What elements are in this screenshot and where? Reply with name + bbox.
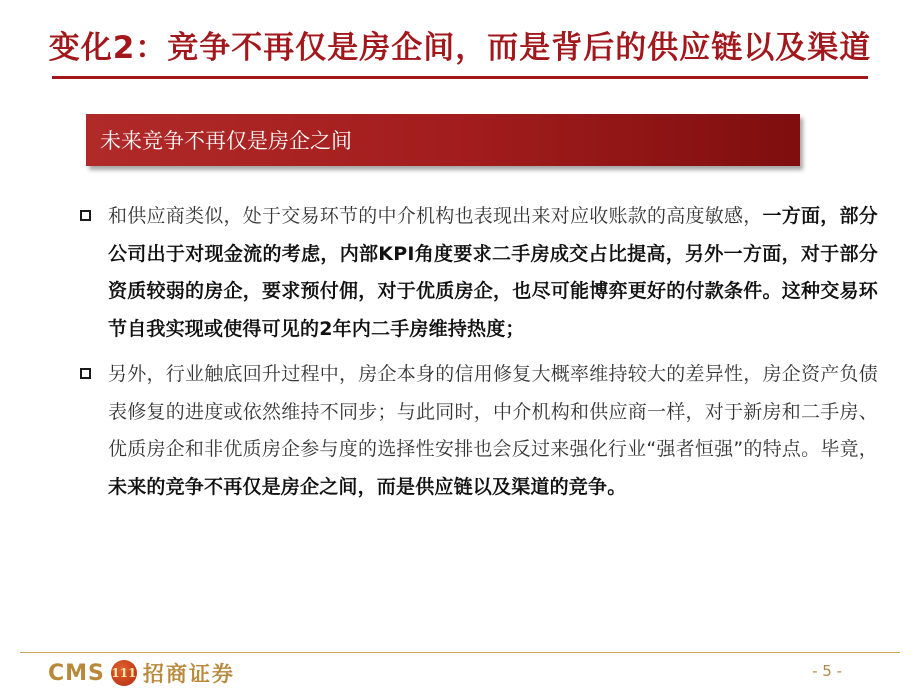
bullet-text-regular: 另外，行业触底回升过程中，房企本身的信用修复大概率维持较大的差异性，房企资产负债表修复的进度或依然维持不同步；与此同时，中介机构和供应商一样，对于新房和二手房、优质房企和非优质房企参与度的选择性安排也会反过来强化行业“强者恒强”的特点。毕竟， xyxy=(108,363,878,460)
logo-chinese-name: 招商证券 xyxy=(142,661,235,686)
slide-title: 变化2：竞争不再仅是房企间，而是背后的供应链以及渠道 xyxy=(48,30,872,66)
page-number: - 5 - xyxy=(812,662,842,680)
square-bullet-icon xyxy=(80,210,91,221)
section-banner xyxy=(86,114,800,166)
bullet-text-bold: 一方面，部分公司出于对现金流的考虑，内部KPI角度要求二手房成交占比提高，另外一方面，对于部分资质较弱的房企，要求预付佣，对于优质房企，也尽可能博弈更好的付款条件。这种交易环节自我实现或使得可见的2年内二手房维持热度； xyxy=(108,205,879,340)
logo-cms-text: CMS xyxy=(48,660,105,686)
bullet-item xyxy=(78,198,878,348)
logo-emblem-icon: 111 xyxy=(111,660,137,686)
bullet-item xyxy=(78,356,878,506)
section-banner-label: 未来竞争不再仅是房企之间 xyxy=(100,129,352,153)
company-logo xyxy=(48,658,235,688)
bullet-text-bold: 未来的竞争不再仅是房企之间，而是供应链以及渠道的竞争。 xyxy=(108,475,627,498)
bullet-text xyxy=(108,356,878,506)
bullet-text xyxy=(108,198,878,348)
square-bullet-icon xyxy=(80,368,91,379)
bullet-text-regular: 和供应商类似，处于交易环节的中介机构也表现出来对应收账款的高度敏感， xyxy=(108,205,763,227)
footer-divider xyxy=(20,652,900,653)
title-divider xyxy=(52,76,868,79)
bullet-list xyxy=(78,198,878,514)
